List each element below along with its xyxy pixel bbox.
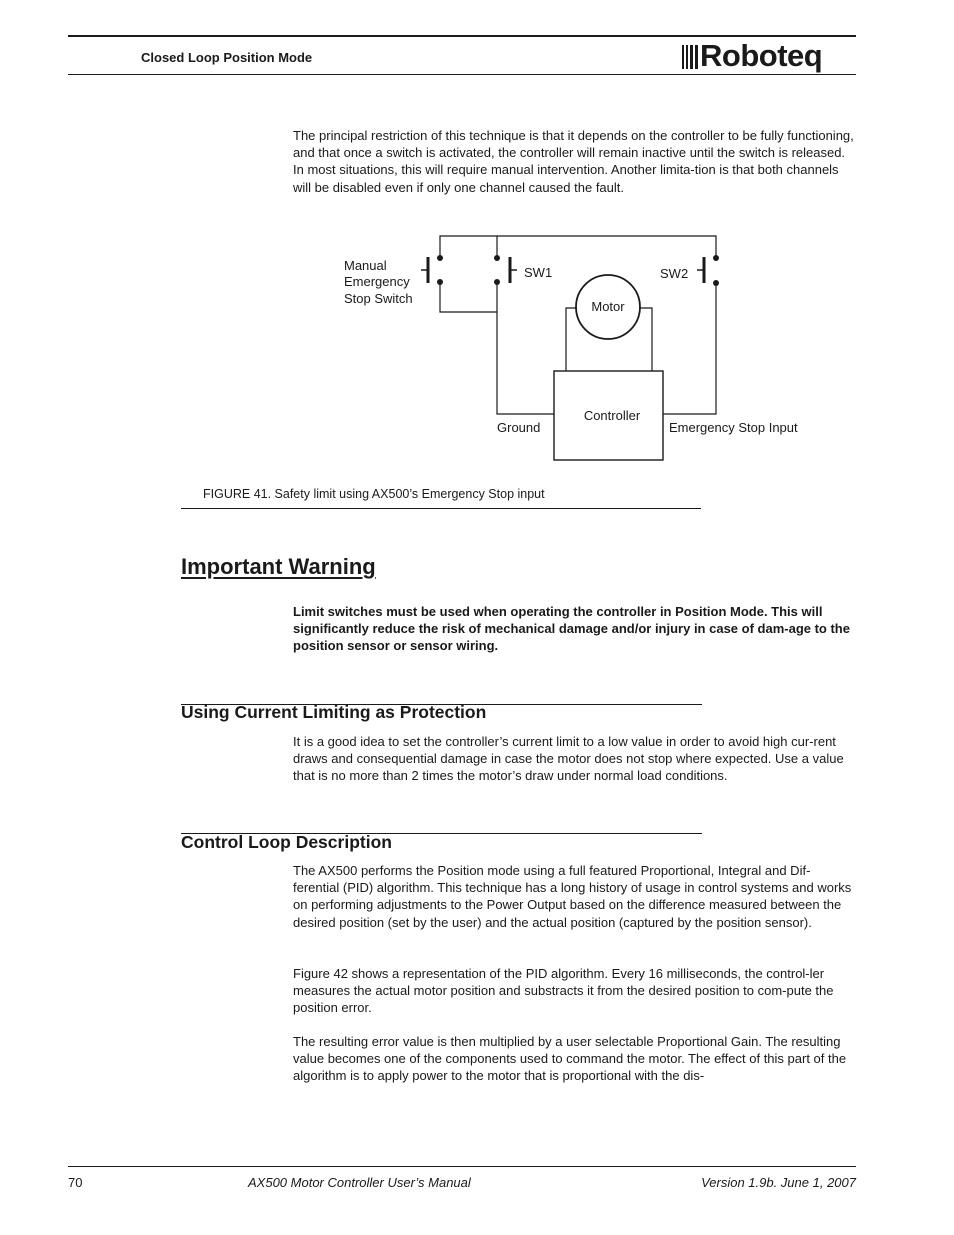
footer-manual-title: AX500 Motor Controller User’s Manual <box>248 1175 471 1190</box>
wire-manual-bottom <box>440 282 497 312</box>
label-manual-3: Stop Switch <box>344 291 413 306</box>
wire-manual-top <box>440 236 497 258</box>
warning-text: Limit switches must be used when operating the controller in Position Mode. This will significantly reduce the risk of mechanical damage and/or injury in case of dam-age to the position sensor or sensor wiring. <box>293 604 850 654</box>
label-sw2: SW2 <box>660 266 689 281</box>
manual-switch-contact-top <box>437 255 443 261</box>
sw1-contact-top <box>494 255 500 261</box>
label-sw1: SW1 <box>524 265 553 280</box>
control-loop-p2: Figure 42 shows a representation of the PID algorithm. Every 16 milliseconds, the control-ler measures the actual motor position and substracts it from the desired position to com-pute the position error. <box>293 966 834 1016</box>
logo-wordmark: Roboteq <box>700 38 823 73</box>
wire-motor-left <box>566 308 577 371</box>
wire-motor-right <box>639 308 652 371</box>
wire-estop <box>663 283 716 414</box>
figure-caption: FIGURE 41. Safety limit using AX500’s Emergency Stop input <box>203 487 545 501</box>
control-loop-p3: The resulting error value is then multiplied by a user selectable Proportional Gain. The resulting value becomes one of the components used to command the motor. The effect of this part of the algorithm is to apply power to the motor that is proportional with the dis- <box>293 1034 847 1084</box>
caption-rule <box>181 508 701 509</box>
wire-ground <box>497 282 554 414</box>
sw2-contact-bottom <box>713 280 719 286</box>
label-ground: Ground <box>497 420 541 435</box>
page-number: 70 <box>68 1175 83 1190</box>
intro-paragraph: The principal restriction of this technique is that it depends on the controller to be fully functioning, and that once a switch is activated, the controller will remain inactive until the switch is released. In most situations, this will require manual intervention. Another limita-tion is that both channels will be disabled even if only one channel caused the fault. <box>293 128 854 195</box>
label-manual-1: Manual <box>344 258 387 273</box>
figure-41-diagram <box>0 0 954 480</box>
label-controller: Controller <box>583 408 641 423</box>
footer-rule <box>68 1166 856 1167</box>
label-manual-2: Emergency <box>344 274 410 289</box>
wire-top-sw2 <box>497 236 716 258</box>
footer-version: Version 1.9b. June 1, 2007 <box>701 1175 856 1190</box>
control-loop-heading: Control Loop Description <box>181 832 392 852</box>
control-loop-p1: The AX500 performs the Position mode using a full featured Proportional, Integral and Dif-ferential (PID) algorithm. This technique has a long history of usage in control systems and works on performing adjustments to the Power Output based on the difference measured between the desired position (set by the user) and the actual position (captured by the position sensor). <box>293 863 852 930</box>
sw2-contact-top <box>713 255 719 261</box>
running-header-title: Closed Loop Position Mode <box>141 50 313 65</box>
manual-switch-contact-bottom <box>437 279 443 285</box>
sw1-contact-bottom <box>494 279 500 285</box>
label-estop-input: Emergency Stop Input <box>669 420 798 435</box>
label-motor: Motor <box>591 299 625 314</box>
current-limiting-text: It is a good idea to set the controller’s current limit to a low value in order to avoid high cur-rent draws and consequential damage in case the motor does not stop where expected. Use a value that is no more than 2 times the motor’s draw under normal load conditions. <box>293 734 844 784</box>
current-limiting-heading: Using Current Limiting as Protection <box>181 702 487 722</box>
warning-heading: Important Warning <box>181 554 376 579</box>
